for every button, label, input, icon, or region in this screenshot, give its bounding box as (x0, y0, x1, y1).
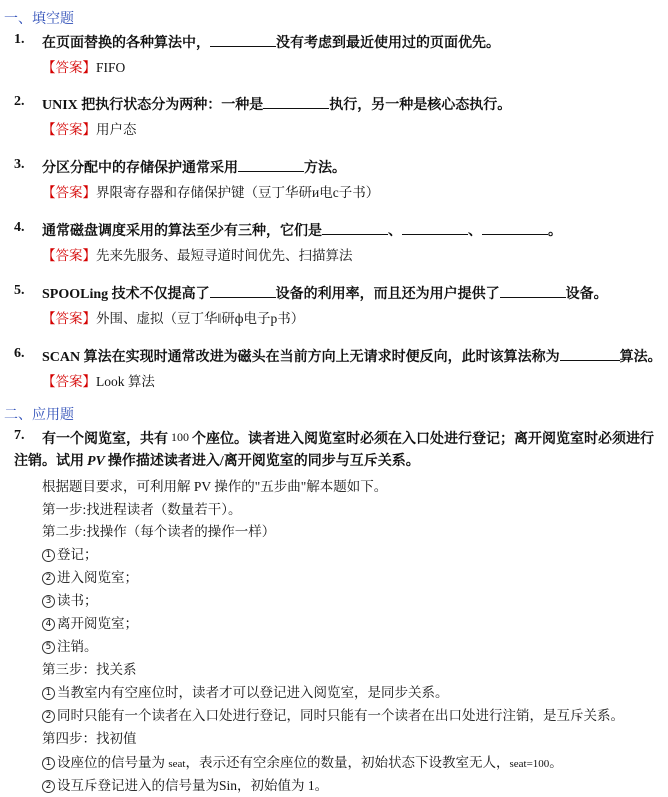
step-1: 第一步:找进程读者（数量若干）。 (42, 502, 242, 517)
answer-tag: 【答案】 (42, 122, 96, 137)
operation-item (42, 635, 98, 655)
init-text: 设座位的信号量为 (57, 755, 169, 770)
question-number: 6. (14, 346, 25, 361)
section-title-fill: 一、填空题 (4, 12, 74, 27)
question-number: 7. (14, 428, 25, 443)
relation-item (42, 704, 624, 724)
answer-tag: 【答案】 (42, 185, 96, 200)
init-item (42, 751, 563, 771)
answer-line (42, 56, 125, 76)
circled-number: 1 (42, 549, 55, 562)
question-text: 通常磁盘调度采用的算法至少有三种，它们是 (42, 224, 322, 239)
answer-blank (263, 96, 329, 109)
init-text: ，表示还有空余座位的数量，初始状态下设教室无人， (185, 755, 510, 770)
question-text: UNIX 把执行状态分为两种：一种是 (42, 98, 264, 113)
separator: 、 (468, 224, 482, 239)
section-title-apply: 二、应用题 (4, 408, 74, 423)
question-text: 注销。试用 (14, 454, 84, 469)
step-2: 第二步:找操作（每个读者的操作一样） (42, 524, 276, 539)
question-text: 有一个阅览室，共有 (42, 432, 168, 447)
answer-line (42, 181, 379, 201)
answer-text: 界限寄存器和存储保护键（豆丁华研и电c子书） (96, 185, 380, 200)
question-text: SPOOLing 技术不仅提高了 (42, 287, 210, 302)
answer-tag: 【答案】 (42, 374, 96, 389)
seat-initial: seat=100 (509, 758, 550, 770)
question-text: 分区分配中的存储保护通常采用 (42, 161, 238, 176)
question-text: SCAN 算法在实现时通常改进为磁头在当前方向上无请求时便反向，此时该算法称为 (42, 350, 560, 365)
answer-tag: 【答案】 (42, 60, 96, 75)
answer-text: 用户态 (96, 122, 137, 137)
answer-line (42, 307, 304, 327)
answer-blank (560, 348, 620, 361)
operation-text: 进入阅览室； (57, 570, 138, 585)
operation-text: 读书； (57, 593, 98, 608)
operation-item (42, 612, 138, 632)
question-text: 操作描述读者进入/离开阅览室的同步与互斥关系。 (107, 454, 420, 469)
answer-tag: 【答案】 (42, 248, 96, 263)
question-text: 设备。 (565, 287, 608, 302)
circled-number: 1 (42, 757, 55, 770)
question-2-text (42, 94, 511, 114)
operation-text: 注销。 (57, 639, 98, 654)
answer-blank (238, 159, 304, 172)
relation-text: 当教室内有空座位时，读者才可以登记进入阅览室，是同步关系。 (57, 685, 449, 700)
circled-number: 2 (42, 572, 55, 585)
question-5-text (42, 283, 608, 303)
question-7-line-2 (14, 450, 420, 470)
answer-blank (322, 222, 388, 235)
solution-intro: 根据题目要求，可利用解 PV 操作的"五步曲"解本题如下。 (42, 479, 388, 494)
seat-variable: seat (168, 758, 186, 770)
pv-term: PV (87, 454, 105, 469)
step-4: 第四步：找初值 (42, 731, 137, 746)
step-3: 第三步：找关系 (42, 662, 137, 677)
question-6-text (42, 346, 662, 366)
answer-text: 外围、虚拟（豆丁华‖研ф电子р书） (96, 311, 305, 326)
operation-item (42, 566, 138, 586)
operation-item (42, 543, 98, 563)
question-4-text (42, 220, 562, 240)
operation-text: 登记； (57, 547, 98, 562)
question-text: 没有考虑到最近使用过的页面优先。 (276, 36, 500, 51)
circled-number: 2 (42, 780, 55, 793)
circled-number: 2 (42, 710, 55, 723)
answer-blank (402, 222, 468, 235)
answer-text: FIFO (96, 60, 126, 75)
seat-count: 100 (171, 430, 189, 444)
question-text: 个座位。读者进入阅览室时必须在入口处进行登记；离开阅览室时必须进行 (192, 432, 654, 447)
question-1-text (42, 32, 500, 52)
answer-text: 先来先服务、最短寻道时间优先、扫描算法 (96, 248, 353, 263)
question-text: 在页面替换的各种算法中， (42, 36, 210, 51)
answer-blank (210, 285, 276, 298)
question-text: 方法。 (304, 161, 346, 176)
circled-number: 3 (42, 595, 55, 608)
question-text: 。 (548, 224, 562, 239)
init-text: 设互斥登记进入的信号量为Sin，初始值为 1。 (57, 778, 329, 793)
question-number: 2. (14, 94, 25, 109)
init-text: 。 (549, 755, 563, 770)
relation-text: 同时只能有一个读者在入口处进行登记，同时只能有一个读者在出口处进行注销，是互斥关系。 (57, 708, 624, 723)
question-number: 3. (14, 157, 25, 172)
relation-item (42, 681, 449, 701)
circled-number: 5 (42, 641, 55, 654)
init-item (42, 774, 328, 794)
question-text: 执行，另一种是核心态执行。 (329, 98, 512, 113)
answer-blank (500, 285, 566, 298)
operation-text: 离开阅览室； (57, 616, 138, 631)
question-text: 算法。 (619, 350, 662, 365)
circled-number: 1 (42, 687, 55, 700)
answer-line (42, 370, 155, 390)
question-number: 5. (14, 283, 25, 298)
question-number: 4. (14, 220, 25, 235)
operation-item (42, 589, 98, 609)
question-text: 设备的利用率，而且还为用户提供了 (275, 287, 500, 302)
answer-line (42, 118, 137, 138)
answer-blank (482, 222, 548, 235)
answer-blank (210, 34, 276, 47)
circled-number: 4 (42, 618, 55, 631)
answer-tag: 【答案】 (42, 311, 96, 326)
question-7-line-1 (42, 428, 654, 448)
question-3-text (42, 157, 346, 177)
answer-text: Look 算法 (96, 374, 155, 389)
question-number: 1. (14, 32, 25, 47)
separator: 、 (388, 224, 402, 239)
answer-line (42, 244, 353, 264)
